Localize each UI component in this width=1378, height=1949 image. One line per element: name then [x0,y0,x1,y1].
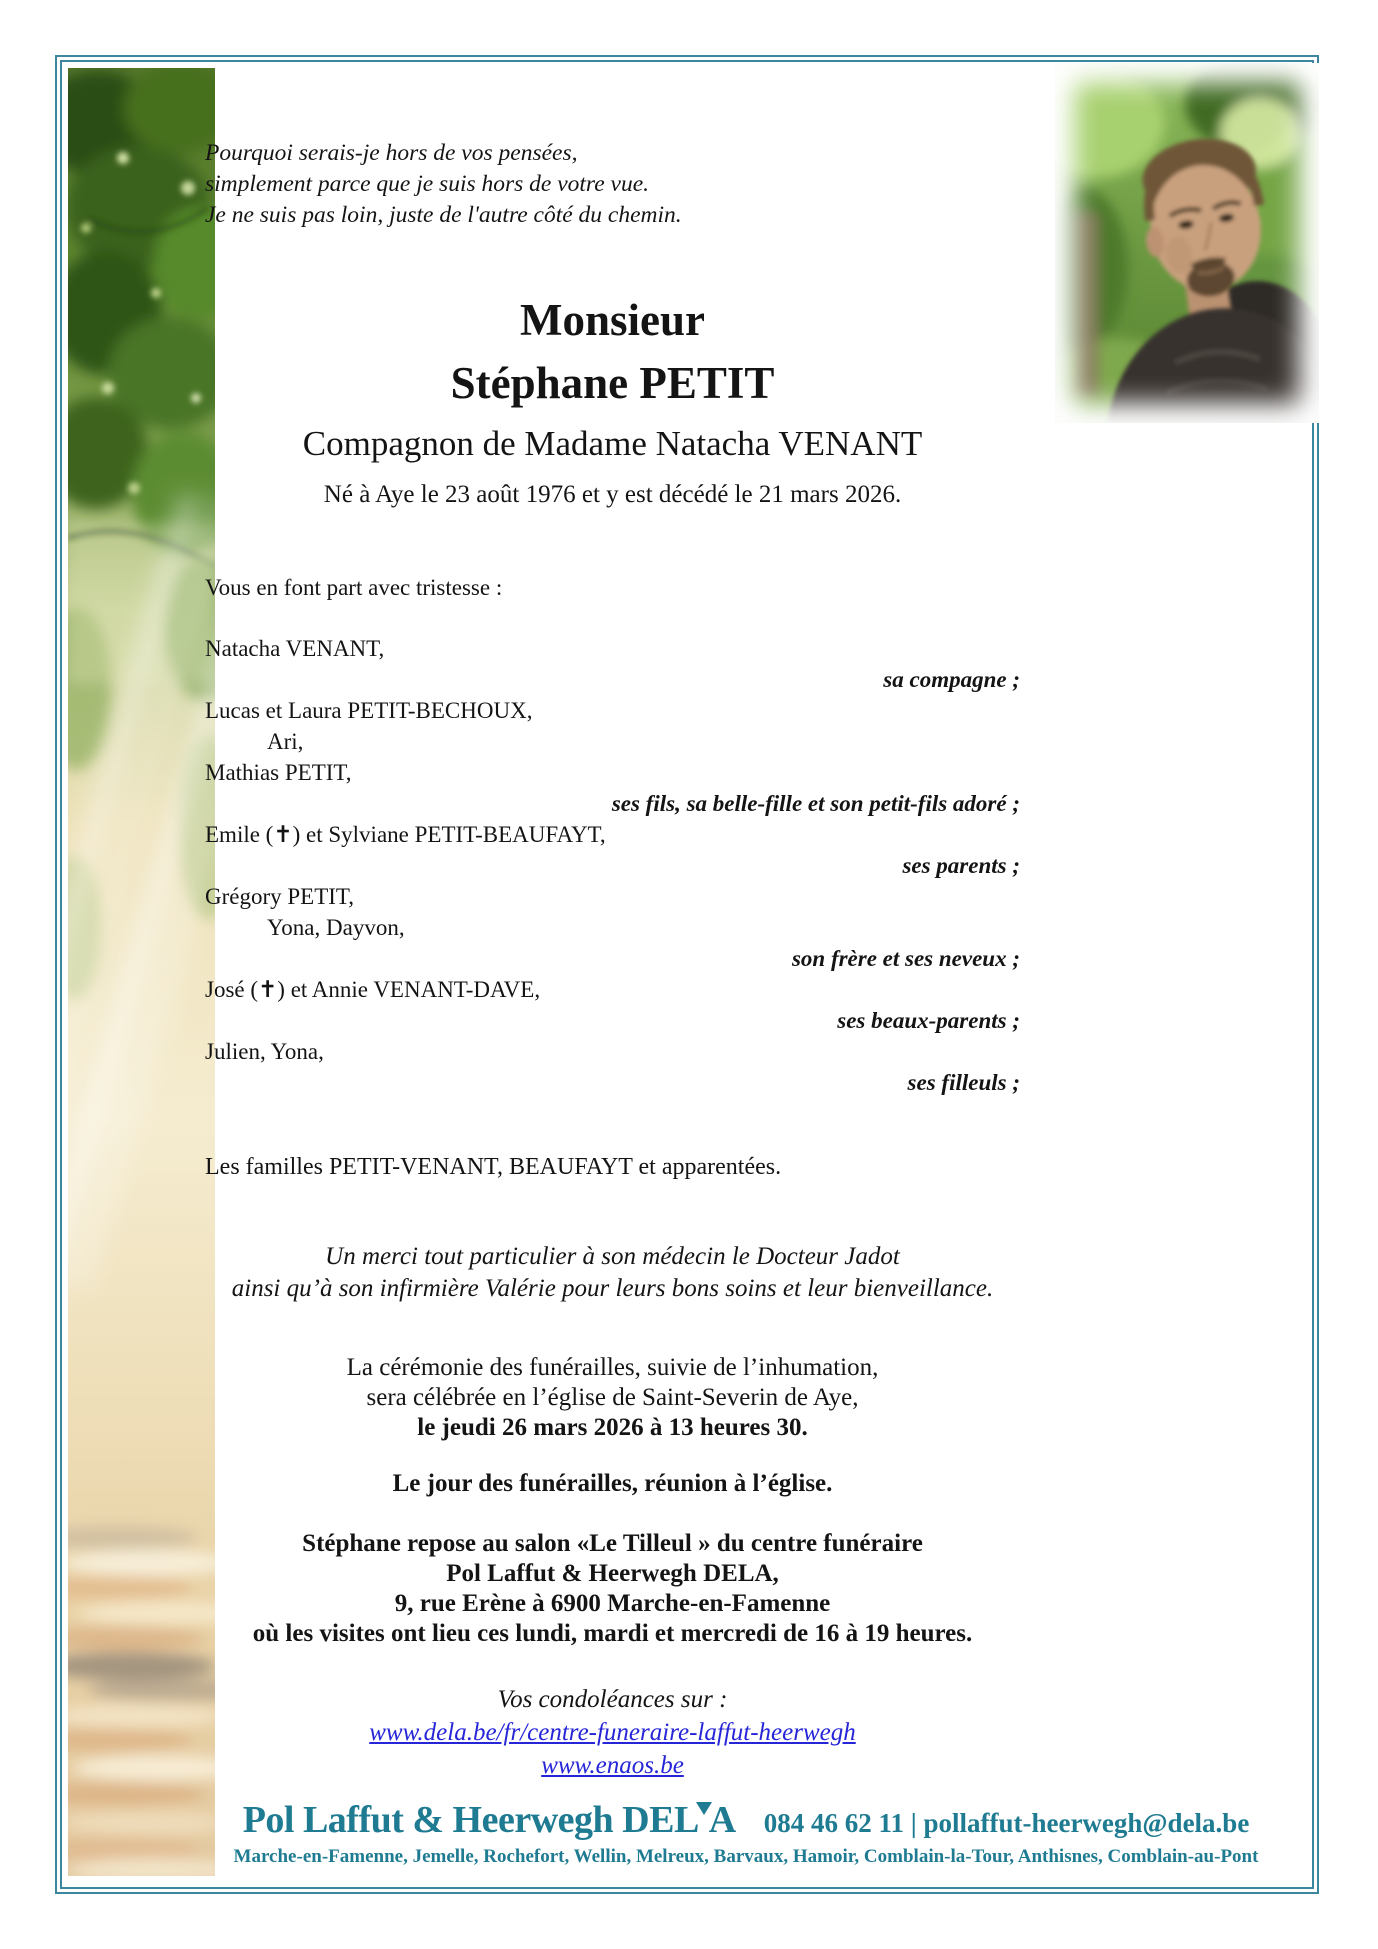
announcement-intro: Vous en font part avec tristesse : [205,575,503,600]
quote-line: simplement parce que je suis hors de votre vue. [205,171,649,197]
repose-line: Pol Laffut & Heerwegh DELA, [446,1560,779,1587]
title-block [205,289,1020,510]
condolences-link-dela[interactable]: www.dela.be/fr/centre-funeraire-laffut-heerwegh [369,1719,856,1746]
forest-path-illustration [68,68,215,1876]
condolences-block [205,1683,1020,1782]
ceremony-date-line: le jeudi 26 mars 2026 à 13 heures 30. [417,1414,808,1441]
family-member: José (✝) et Annie VENANT-DAVE, [205,977,541,1002]
family-member: Yona, Dayvon, [267,915,405,940]
ceremony-details [205,1353,1020,1443]
portrait-illustration [1055,63,1319,423]
funeral-home-logo [243,1798,736,1842]
family-member: Grégory PETIT, [205,884,355,909]
footer-divider: | [910,1808,917,1838]
brand-text-post: A [708,1799,736,1841]
repose-line: Stéphane repose au salon «Le Tilleul » du centre funéraire [302,1530,923,1557]
thanks-line: Un merci tout particulier à son médecin le Docteur Jadot [325,1243,900,1270]
family-member: Ari, [267,729,304,754]
relation-line: Compagnon de Madame Natacha VENANT [302,424,923,463]
family-role: ses fils, sa belle-fille et son petit-fils adoré ; [611,791,1020,816]
family-member: Natacha VENANT, [205,636,385,661]
ceremony-line: sera célébrée en l’église de Saint-Severin de Aye, [366,1384,859,1411]
family-role: ses parents ; [902,853,1020,878]
footer-contact [764,1808,1250,1839]
memorial-quote [205,0,1020,231]
brand-text-pre: Pol Laffut & Heerwegh DEL [242,1799,699,1841]
related-families-line: Les familles PETIT-VENANT, BEAUFAYT et apparentées. [205,1154,782,1180]
quote-line: Je ne suis pas loin, juste de l'autre côté du chemin. [205,202,682,228]
footer-phone: 084 46 62 11 [763,1808,905,1838]
family-member: Lucas et Laura PETIT-BECHOUX, [205,698,533,723]
footer-brand-row [215,1798,1277,1842]
ceremony-line: La cérémonie des funérailles, suivie de l’inhumation, [346,1354,879,1381]
announcement-content [205,0,1020,1782]
family-role: sa compagne ; [883,667,1020,692]
repose-line: 9, rue Erène à 6900 Marche-en-Famenne [394,1590,831,1617]
forest-path-photo [68,68,215,1876]
quote-line: Pourquoi serais-je hors de vos pensées, [205,140,578,166]
family-member: Julien, Yona, [205,1039,324,1064]
family-role: ses filleuls ; [907,1070,1020,1095]
salutation: Monsieur [520,295,705,345]
family-member: Emile (✝) et Sylviane PETIT-BEAUFAYT, [205,822,606,847]
deceased-name: Stéphane PETIT [450,358,775,408]
footer-towns-list: Marche-en-Famenne, Jemelle, Rochefort, Wellin, Melreux, Barvaux, Hamoir, Comblain-la-Tour, Anthisnes, Comblain-au-Pont [233,1846,1259,1867]
footer-email: pollaffut-heerwegh@dela.be [923,1808,1250,1838]
family-member: Mathias PETIT, [205,760,352,785]
repose-line: où les visites ont lieu ces lundi, mardi et mercredi de 16 à 19 heures. [252,1620,973,1647]
portrait-photo [1055,63,1319,423]
funeral-home-footer [215,1798,1277,1868]
family-list [205,633,1020,1098]
thanks-line: ainsi qu’à son infirmière Valérie pour leurs bons soins et leur bienveillance. [231,1275,994,1302]
condolences-label: Vos condoléances sur : [497,1686,728,1713]
funeral-home-details [205,1529,1020,1649]
family-role: son frère et ses neveux ; [791,946,1020,971]
condolences-link-enaos[interactable]: www.enaos.be [541,1752,684,1779]
life-dates-line: Né à Aye le 23 août 1976 et y est décédé le 21 mars 2026. [323,481,902,508]
thanks-note [205,1241,1020,1305]
reunion-line: Le jour des funérailles, réunion à l’église. [392,1470,833,1497]
family-role: ses beaux-parents ; [837,1008,1020,1033]
